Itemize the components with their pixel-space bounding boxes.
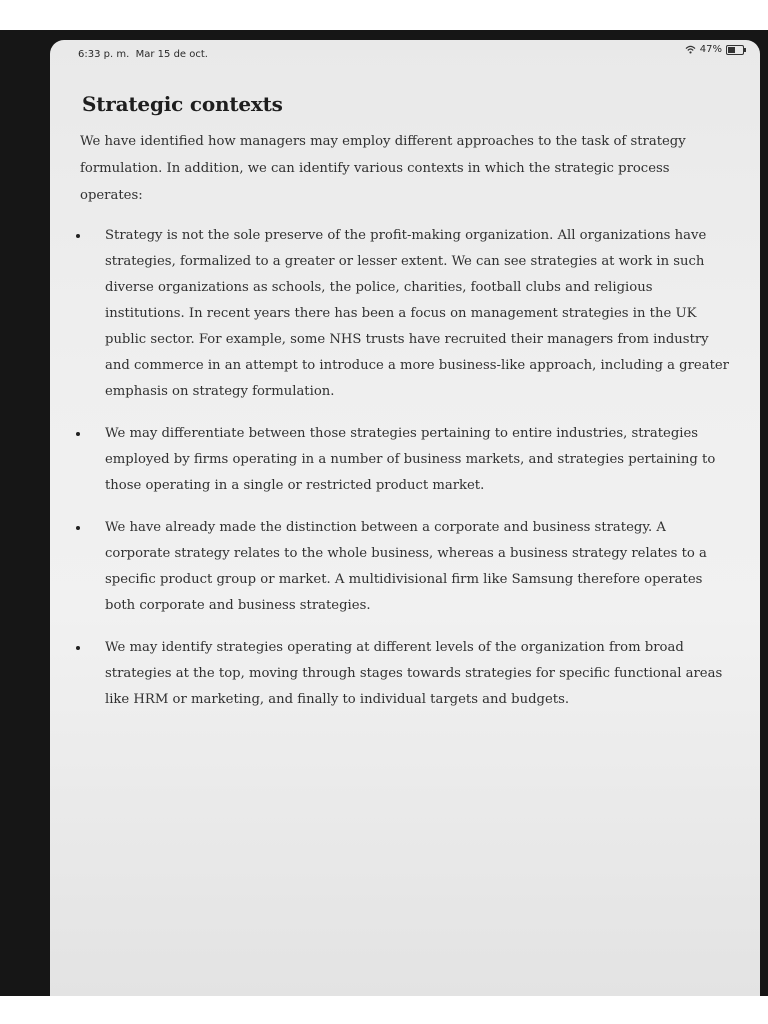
list-item [80, 223, 730, 405]
battery-icon [726, 45, 744, 55]
battery-fill [728, 47, 735, 53]
bullet-icon [76, 526, 80, 530]
list-item-text: We have already made the distinction between a corporate and business strategy. A corporate strategy relates to the whole business, whereas a business strategy relates to a specific product group or market. A multidivisional firm like Samsung therefore operates both corporate and business strategies. [105, 520, 707, 613]
document-content [80, 92, 730, 729]
list-item [80, 635, 730, 713]
bullet-icon [76, 432, 80, 436]
list-item-text: We may identify strategies operating at different levels of the organization from broad strategies at the top, moving through stages towards strategies for specific functional areas like HRM or marketing, and finally to individual targets and budgets. [105, 640, 723, 707]
status-time: 6:33 p. m. [78, 49, 130, 60]
bullet-icon [76, 646, 80, 650]
list-item-text: We may differentiate between those strategies pertaining to entire industries, strategies employed by firms operating in a number of business markets, and strategies pertaining to those operating in a single or restricted product market. [105, 426, 716, 493]
tablet-screen [50, 40, 760, 996]
status-time-date [78, 49, 208, 60]
intro-paragraph: We have identified how managers may employ different approaches to the task of strategy formulation. In addition, we can identify various contexts in which the strategic process operates: [80, 134, 686, 203]
list-item [80, 421, 730, 499]
battery-percent: 47% [699, 44, 722, 55]
list-item-text: Strategy is not the sole preserve of the profit-making organization. All organizations have strategies, formalized to a greater or lesser extent. We can see strategies at work in such diverse organizations as schools, the police, charities, football clubs and religious institutions. In recent years there has been a focus on management strategies in the UK public sector. For example, some NHS trusts have recruited their managers from industry and commerce in an attempt to introduce a more business-like approach, including a greater emphasis on strategy formulation. [105, 228, 729, 399]
status-date: Mar 15 de oct. [135, 49, 208, 60]
list-item [80, 515, 730, 619]
status-indicators [685, 44, 744, 55]
bullet-icon [76, 234, 80, 238]
bullet-list [80, 223, 730, 713]
document-title: Strategic contexts [82, 92, 283, 116]
status-bar [50, 40, 760, 64]
wifi-icon [685, 45, 696, 54]
